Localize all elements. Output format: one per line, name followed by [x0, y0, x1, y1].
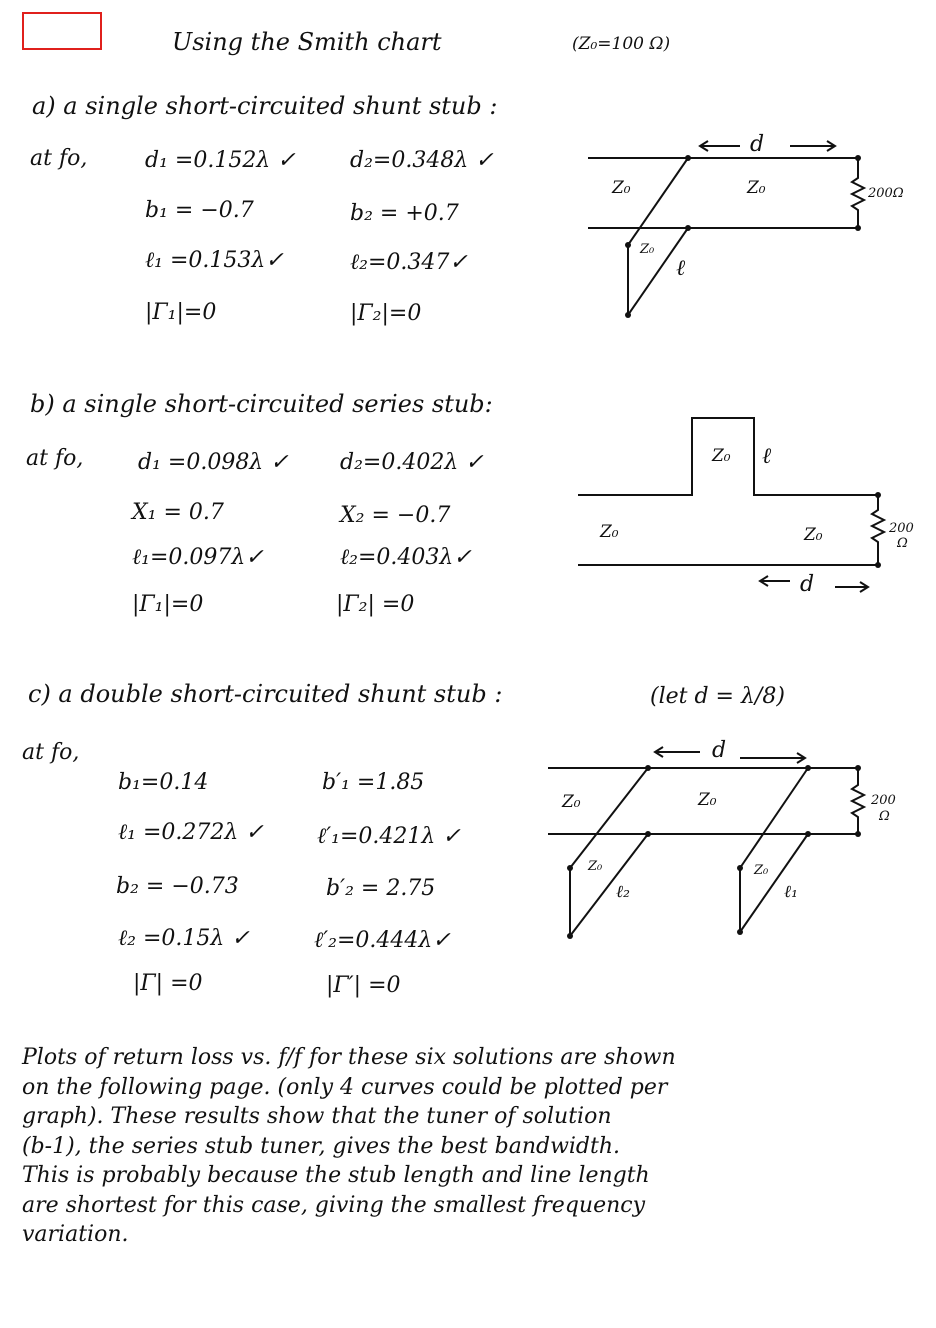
page-title: Using the Smith chart — [172, 28, 442, 56]
diagram-c-stub1-upper — [740, 768, 808, 868]
diagram-c-node — [645, 765, 651, 771]
part-a-c2-1: b₂ = +0.7 — [350, 201, 459, 226]
z0-note: (Z₀=100 Ω) — [572, 34, 671, 54]
part-c-c2-3: ℓ′₂=0.444λ✓ — [314, 928, 451, 953]
part-b-c2-3: |Γ₂| =0 — [336, 592, 415, 617]
diagram-c-node — [737, 865, 743, 871]
diagram-c-load-unit: Ω — [879, 809, 890, 824]
conclusion-line: Plots of return loss vs. f/f for these six solutions are shown — [22, 1045, 676, 1070]
part-b-c1-1: X₁ = 0.7 — [132, 500, 224, 525]
diagram-b-load-unit: Ω — [897, 536, 908, 551]
diagram-c-z0-stub1: Z₀ — [754, 863, 769, 878]
diagram-c-stub2-lower — [570, 834, 648, 936]
part-c-c2-0: b′₁ =1.85 — [322, 770, 425, 795]
diagram-c-load-resistor — [852, 768, 864, 834]
part-c-c1-4: |Γ| =0 — [133, 971, 203, 996]
diagram-b-load-value: 200 — [889, 521, 914, 536]
part-a-c1-2: ℓ₁ =0.153λ✓ — [145, 248, 284, 273]
diagram-b-d-label: d — [800, 572, 815, 597]
conclusion-line: on the following page. (only 4 curves could be plotted per — [22, 1074, 668, 1100]
diagram-c-d-label: d — [712, 738, 727, 763]
part-c-c2-1: ℓ′₁=0.421λ ✓ — [317, 824, 461, 849]
part-a-c2-0: d₂=0.348λ ✓ — [350, 148, 494, 173]
diagram-c-node — [645, 831, 651, 837]
part-a-c1-3: |Γ₁|=0 — [145, 300, 217, 325]
part-b-c1-0: d₁ =0.098λ ✓ — [138, 450, 289, 475]
part-b-at: at fo, — [26, 446, 84, 471]
diagram-a-load-label: 200Ω — [868, 186, 904, 201]
diagram-b-l-label: ℓ — [762, 444, 772, 469]
diagram-a-z0-stub: Z₀ — [640, 242, 655, 257]
part-a-heading: a) a single short-circuited shunt stub : — [32, 92, 498, 120]
conclusion-paragraph — [22, 1043, 902, 1250]
diagram-c-stub2-upper — [570, 768, 648, 868]
part-c-c1-1: ℓ₁ =0.272λ ✓ — [118, 820, 264, 845]
diagram-b-z0-stub: Z₀ — [712, 446, 731, 466]
part-c-at: at fo, — [22, 740, 80, 765]
part-c-let: (let d = λ/8) — [650, 684, 785, 709]
part-b-c1-2: ℓ₁=0.097λ✓ — [132, 545, 264, 570]
diagram-b-z0-left: Z₀ — [600, 522, 619, 542]
part-a-c2-2: ℓ₂=0.347✓ — [350, 250, 468, 275]
diagram-c-z0-left: Z₀ — [562, 792, 581, 812]
part-b-c1-3: |Γ₁|=0 — [132, 592, 204, 617]
part-b-c2-0: d₂=0.402λ ✓ — [340, 450, 484, 475]
part-b-c2-1: X₂ = −0.7 — [340, 503, 451, 528]
diagram-c-z0-stub2: Z₀ — [588, 859, 603, 874]
diagram-c-l2-label: ℓ₂ — [616, 882, 630, 902]
diagram-c-node — [567, 865, 573, 871]
part-c-c2-4: |Γ′| =0 — [326, 973, 401, 998]
conclusion-line: graph). These results show that the tuner of solution — [22, 1104, 612, 1129]
part-a-at: at fo, — [30, 146, 88, 171]
diagram-c-l1-label: ℓ₁ — [784, 882, 798, 902]
conclusion-line: This is probably because the stub length and line length — [22, 1163, 650, 1188]
diagram-c-node — [805, 831, 811, 837]
diagram-c-z0-mid: Z₀ — [698, 790, 717, 810]
part-c-heading: c) a double short-circuited shunt stub : — [28, 680, 503, 708]
part-c-c2-2: b′₂ = 2.75 — [326, 876, 436, 901]
diagram-a-z0-right: Z₀ — [747, 178, 766, 198]
diagram-a-z0-main: Z₀ — [612, 178, 631, 198]
diagram-c-node — [737, 929, 743, 935]
diagram-c-node — [805, 765, 811, 771]
diagram-c-node — [567, 933, 573, 939]
part-c-c1-2: b₂ = −0.73 — [116, 874, 239, 899]
part-c-c1-3: ℓ₂ =0.15λ ✓ — [118, 926, 250, 951]
part-b-c2-2: ℓ₂=0.403λ✓ — [340, 545, 472, 570]
conclusion-line: (b-1), the series stub tuner, gives the best bandwidth. — [22, 1133, 621, 1159]
diagram-c-load-value: 200 — [871, 793, 896, 808]
part-a-c1-0: d₁ =0.152λ ✓ — [145, 148, 296, 173]
part-b-heading: b) a single short-circuited series stub: — [30, 390, 493, 418]
part-c-c1-0: b₁=0.14 — [118, 770, 209, 795]
part-a-c2-3: |Γ₂|=0 — [350, 301, 422, 326]
conclusion-line: are shortest for this case, giving the smallest frequency — [22, 1192, 646, 1218]
conclusion-line: variation. — [22, 1222, 129, 1247]
diagram-b-z0-right: Z₀ — [804, 525, 823, 545]
diagram-a-l-label: ℓ — [676, 256, 686, 281]
part-a-c1-1: b₁ = −0.7 — [145, 198, 254, 223]
diagram-a-d-label: d — [750, 132, 765, 157]
